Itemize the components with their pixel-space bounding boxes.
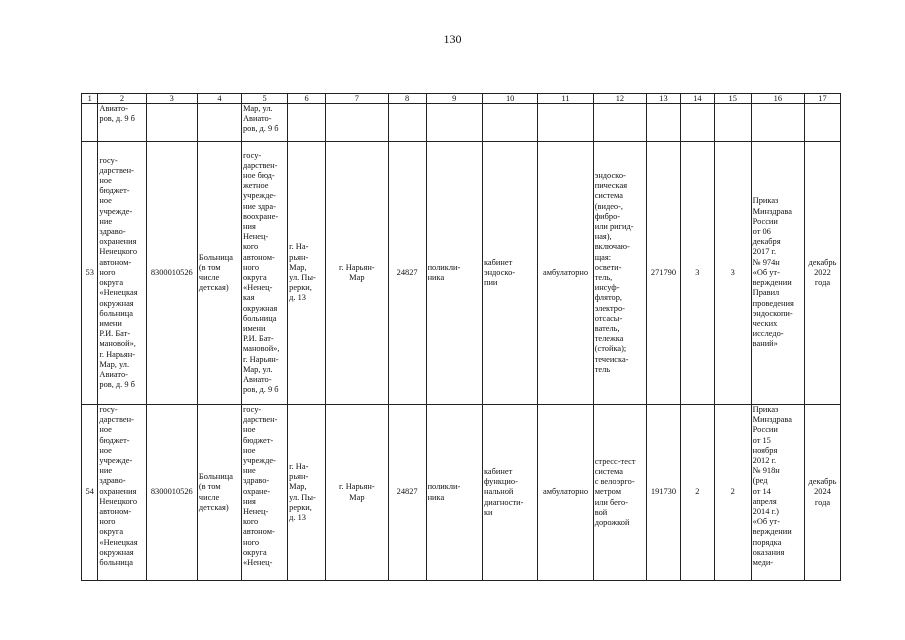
city: г. Нарьян- Мар bbox=[326, 405, 389, 581]
column-number-row bbox=[82, 94, 841, 104]
table-cell bbox=[146, 104, 197, 142]
column-number: 1 bbox=[82, 94, 98, 104]
address: г. На- рьян- Мар, ул. Пы- рерки, д. 13 bbox=[288, 405, 326, 581]
room: кабинет функцио- нальной диагности- ки bbox=[482, 405, 537, 581]
city: г. Нарьян- Мар bbox=[326, 142, 389, 405]
column-number: 14 bbox=[680, 94, 714, 104]
column-number: 7 bbox=[326, 94, 389, 104]
equipment-code: 271790 bbox=[647, 142, 681, 405]
table-cell bbox=[426, 104, 482, 142]
equipment-name: стресс-тест система с велоэрго- метром или бего- вой дорожкой bbox=[593, 405, 646, 581]
postcode: 24827 bbox=[388, 142, 426, 405]
division: поликли- ника bbox=[426, 142, 482, 405]
institution-full-continued: Мар, ул. Авиато- ров, д. 9 б bbox=[241, 104, 287, 142]
room: кабинет эндоско- пии bbox=[482, 142, 537, 405]
qty-required: 2 bbox=[680, 405, 714, 581]
deadline: декабрь 2024 года bbox=[804, 405, 840, 581]
qty-to-buy: 2 bbox=[714, 405, 751, 581]
regulation: Приказ Минздрава России от 15 ноября 2012 г. № 918н (ред от 14 апреля 2014 г.) «Об ут- верждении порядка оказания меди- bbox=[751, 405, 804, 581]
table-cell bbox=[751, 104, 804, 142]
column-number: 9 bbox=[426, 94, 482, 104]
column-number: 6 bbox=[288, 94, 326, 104]
table-cell bbox=[804, 104, 840, 142]
facility-type: Больница (в том числе детская) bbox=[197, 142, 241, 405]
continuation-row bbox=[82, 104, 841, 142]
table-cell bbox=[482, 104, 537, 142]
column-number: 8 bbox=[388, 94, 426, 104]
equipment-code: 191730 bbox=[647, 405, 681, 581]
division: поликли- ника bbox=[426, 405, 482, 581]
column-number: 2 bbox=[98, 94, 146, 104]
table-cell bbox=[288, 104, 326, 142]
column-number: 17 bbox=[804, 94, 840, 104]
table-row bbox=[82, 142, 841, 405]
column-number: 13 bbox=[647, 94, 681, 104]
table-cell bbox=[593, 104, 646, 142]
institution-name: госу- дарствен- ное бюджет- ное учрежде- ние здраво- охранения Ненецкого автоном- ного округа «Ненецкая окружная больница bbox=[98, 405, 146, 581]
table-cell bbox=[326, 104, 389, 142]
address: г. На- рьян- Мар, ул. Пы- рерки, д. 13 bbox=[288, 142, 326, 405]
institution-name: госу- дарствен- ное бюджет- ное учрежде- ние здраво- охранения Ненецкого автоном- ного округа «Ненецкая окружная больница имени Р.И. Бат- мановой», г. Нарьян- Мар, ул. Авиато- ров, д. 9 б bbox=[98, 142, 146, 405]
column-number: 4 bbox=[197, 94, 241, 104]
table-cell bbox=[714, 104, 751, 142]
qty-to-buy: 3 bbox=[714, 142, 751, 405]
deadline: декабрь 2022 года bbox=[804, 142, 840, 405]
inn-code: 8300010526 bbox=[146, 405, 197, 581]
column-number: 11 bbox=[538, 94, 593, 104]
table-cell bbox=[538, 104, 593, 142]
institution-full-name: госу- дарствен- ное бюд- жетное учрежде- ние здра- воохране- ния Ненец- кого автоном- ного округа «Ненец- кая окружная больница имени Р.И. Бат- мановой», г. Нарьян- Мар, ул. Авиато- ров, д. 9 б bbox=[241, 142, 287, 405]
equipment-table bbox=[81, 93, 841, 581]
care-condition: амбулаторно bbox=[538, 405, 593, 581]
page-number: 130 bbox=[443, 32, 462, 46]
column-number: 16 bbox=[751, 94, 804, 104]
table-cell bbox=[388, 104, 426, 142]
row-number: 53 bbox=[82, 142, 98, 405]
postcode: 24827 bbox=[388, 405, 426, 581]
column-number: 10 bbox=[482, 94, 537, 104]
column-number: 15 bbox=[714, 94, 751, 104]
care-condition: амбулаторно bbox=[538, 142, 593, 405]
column-number: 12 bbox=[593, 94, 646, 104]
table-cell bbox=[197, 104, 241, 142]
table-cell bbox=[647, 104, 681, 142]
inn-code: 8300010526 bbox=[146, 142, 197, 405]
equipment-name: эндоско- пическая система (видео-, фибро- или ригид- ная), включаю- щая: освети- тель, инсуф- флятор, электро- отсасы- ватель, тележка (стойка); течеиска- тель bbox=[593, 142, 646, 405]
qty-required: 3 bbox=[680, 142, 714, 405]
column-number: 5 bbox=[241, 94, 287, 104]
facility-type: Больница (в том числе детская) bbox=[197, 405, 241, 581]
row-number: 54 bbox=[82, 405, 98, 581]
institution-full-name: госу- дарствен- ное бюджет- ное учрежде- ние здраво- охране- ния Ненец- кого автоном- ного округа «Ненец- bbox=[241, 405, 287, 581]
table-cell bbox=[680, 104, 714, 142]
column-number: 3 bbox=[146, 94, 197, 104]
table-row bbox=[82, 405, 841, 581]
institution-continued: Авиато- ров, д. 9 б bbox=[98, 104, 146, 142]
table-cell bbox=[82, 104, 98, 142]
regulation: Приказ Минздрава России от 06 декабря 2017 г. № 974н «Об ут- верждении Правил проведения эндоскопи- ческих исследо- ваний» bbox=[751, 142, 804, 405]
